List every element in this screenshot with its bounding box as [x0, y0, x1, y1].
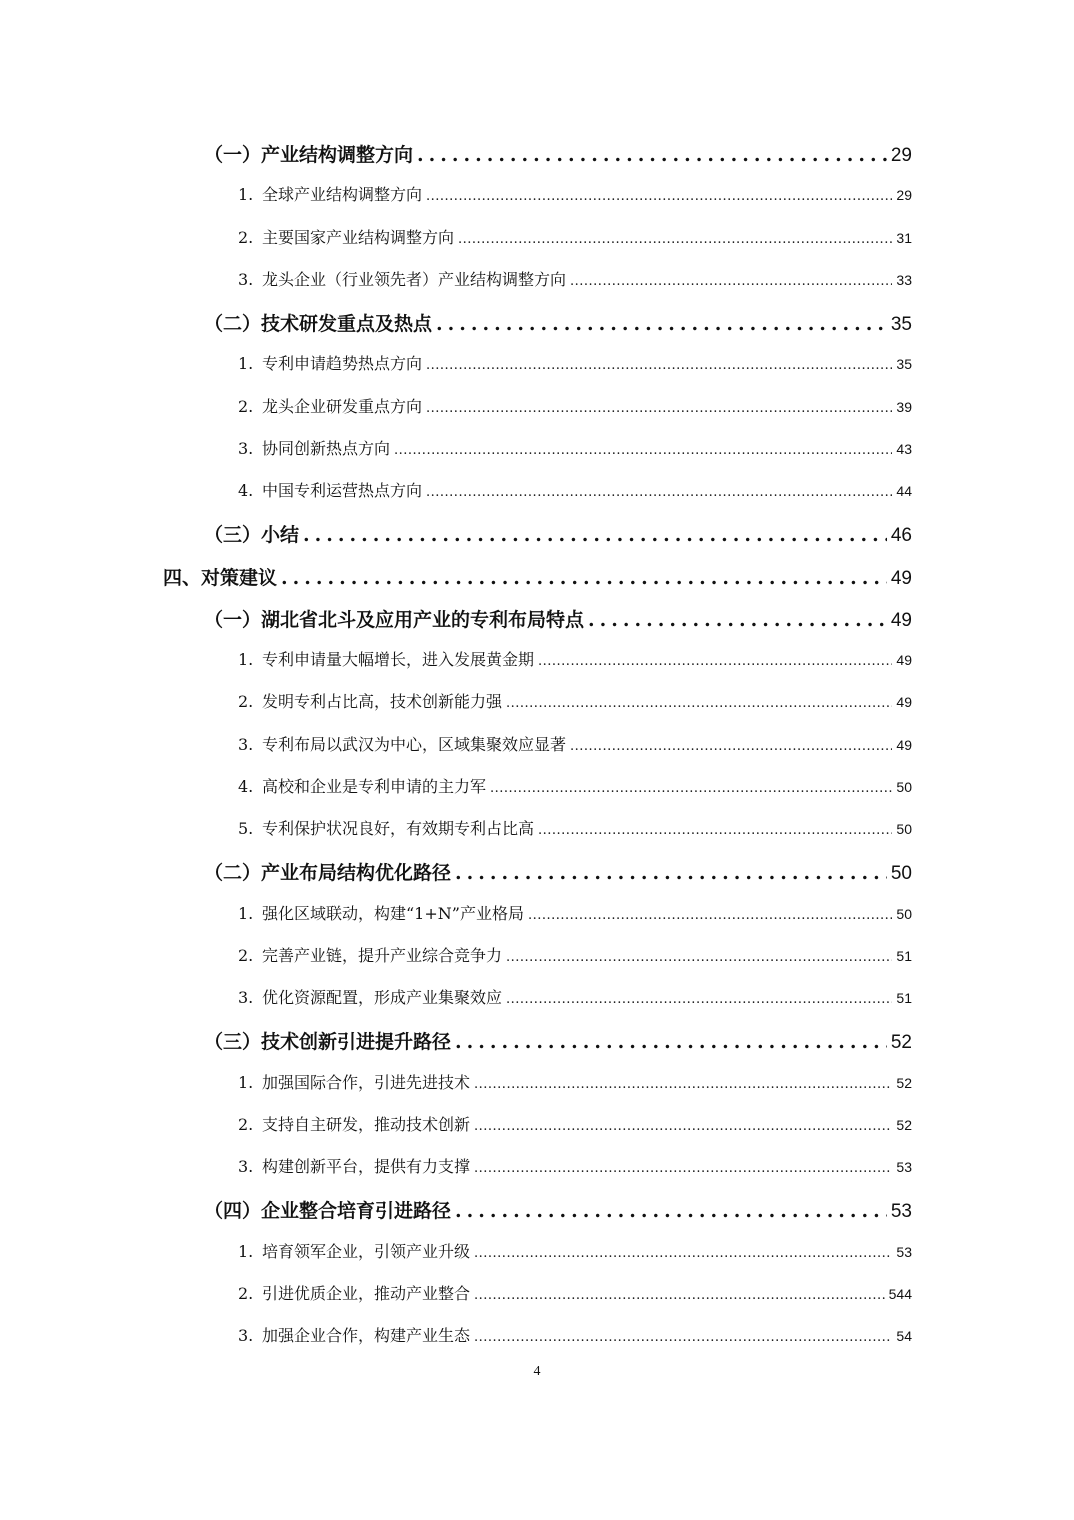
- toc-page-number: 31: [896, 230, 912, 246]
- toc-subitem[interactable]: [238, 478, 912, 501]
- dot-leader: [417, 144, 887, 166]
- toc-subitem[interactable]: [238, 732, 912, 755]
- dot-leader: [474, 1246, 892, 1261]
- toc-entry-text: 构建创新平台，提供有力支撑: [262, 1157, 470, 1176]
- dot-leader: [426, 358, 892, 373]
- toc-entry-number: 3.: [238, 270, 262, 289]
- toc-subitem[interactable]: [238, 1239, 912, 1262]
- toc-subitem[interactable]: [238, 985, 912, 1008]
- dot-leader: [538, 654, 892, 669]
- toc-entry-text: 主要国家产业结构调整方向: [262, 228, 454, 247]
- toc-page-number: 39: [896, 399, 912, 415]
- toc-chapter[interactable]: [163, 563, 912, 590]
- dot-leader: [528, 908, 892, 923]
- toc-page-number: 50: [896, 779, 912, 795]
- toc-entry-text: 支持自主研发，推动技术创新: [262, 1115, 470, 1134]
- toc-entry-number: 1.: [238, 185, 262, 204]
- toc-entry-title: [238, 436, 390, 459]
- toc-subitem[interactable]: [238, 1070, 912, 1093]
- dot-leader: [538, 823, 892, 838]
- toc-entry-text: （二）技术研发重点及热点: [204, 313, 432, 335]
- toc-entry-title: [163, 563, 277, 590]
- toc-entry-text: 引进优质企业，推动产业整合: [262, 1284, 470, 1303]
- toc-entry-title: [238, 1154, 470, 1177]
- toc-page-number: 43: [896, 441, 912, 457]
- toc-subitem[interactable]: [238, 436, 912, 459]
- toc-entry-title: [238, 816, 534, 839]
- toc-entry-title: [238, 478, 422, 501]
- toc-entry-text: 优化资源配置，形成产业集聚效应: [262, 988, 502, 1007]
- toc-subitem[interactable]: [238, 647, 912, 670]
- toc-subitem[interactable]: [238, 351, 912, 374]
- toc-entry-text: 专利保护状况良好，有效期专利占比高: [262, 819, 534, 838]
- toc-entry-text: 四、对策建议: [163, 567, 277, 589]
- dot-leader: [426, 485, 892, 500]
- toc-entry-title: [204, 858, 451, 885]
- toc-page-number: 44: [896, 483, 912, 499]
- toc-page-number: 51: [896, 948, 912, 964]
- toc-entry-number: 1.: [238, 904, 262, 923]
- toc-page-number: 544: [889, 1286, 912, 1302]
- toc-entry-title: [238, 182, 422, 205]
- toc-subitem[interactable]: [238, 943, 912, 966]
- toc-entry-number: 3.: [238, 439, 262, 458]
- toc-entry-text: 龙头企业（行业领先者）产业结构调整方向: [262, 270, 566, 289]
- toc-subitem[interactable]: [238, 816, 912, 839]
- toc-section[interactable]: [204, 520, 912, 547]
- toc-entry-title: [238, 267, 566, 290]
- toc-page-number: 51: [896, 990, 912, 1006]
- dot-leader: [426, 189, 892, 204]
- toc-page-number: 50: [896, 821, 912, 837]
- toc-entry-title: [238, 1281, 470, 1304]
- toc-entry-title: [204, 605, 584, 632]
- dot-leader: [570, 274, 892, 289]
- toc-entry-title: [238, 1239, 470, 1262]
- toc-entry-text: （二）产业布局结构优化路径: [204, 862, 451, 884]
- dot-leader: [458, 232, 892, 247]
- toc-entry-number: 3.: [238, 1157, 262, 1176]
- toc-section[interactable]: [204, 309, 912, 336]
- toc-entry-title: [204, 309, 432, 336]
- toc-entry-text: 完善产业链，提升产业综合竞争力: [262, 946, 502, 965]
- dot-leader: [455, 1031, 887, 1053]
- toc-entry-text: （三）技术创新引进提升路径: [204, 1031, 451, 1053]
- dot-leader: [490, 781, 892, 796]
- toc-page-number: 33: [896, 272, 912, 288]
- toc-entry-text: 专利申请量大幅增长，进入发展黄金期: [262, 650, 534, 669]
- toc-page-number: 49: [896, 737, 912, 753]
- toc-entry-text: 中国专利运营热点方向: [262, 481, 422, 500]
- toc-page-number: 49: [891, 610, 912, 632]
- toc-subitem[interactable]: [238, 394, 912, 417]
- toc-page-number: 29: [891, 145, 912, 167]
- dot-leader: [426, 401, 892, 416]
- toc-section[interactable]: [204, 605, 912, 632]
- toc-page-number: 52: [891, 1032, 912, 1054]
- toc-entry-title: [238, 1070, 470, 1093]
- dot-leader: [455, 862, 887, 884]
- toc-page-number: 49: [896, 652, 912, 668]
- toc-entry-title: [238, 943, 502, 966]
- toc-entry-text: 发明专利占比高，技术创新能力强: [262, 692, 502, 711]
- toc-entry-number: 1.: [238, 1242, 262, 1261]
- dot-leader: [303, 524, 887, 546]
- toc-entry-number: 2.: [238, 228, 262, 247]
- toc-entry-title: [204, 520, 299, 547]
- toc-page-number: 46: [891, 525, 912, 547]
- toc-entry-text: （一）产业结构调整方向: [204, 144, 413, 166]
- toc-section[interactable]: [204, 1196, 912, 1223]
- toc-entry-title: [204, 140, 413, 167]
- toc-entry-text: 加强国际合作，引进先进技术: [262, 1073, 470, 1092]
- toc-page-number: 50: [896, 906, 912, 922]
- toc-entry-number: 1.: [238, 354, 262, 373]
- toc-entry-title: [238, 394, 422, 417]
- toc-entry-title: [204, 1196, 451, 1223]
- toc-subitem[interactable]: [238, 225, 912, 248]
- toc-entry-title: [238, 225, 454, 248]
- toc-subitem[interactable]: [238, 182, 912, 205]
- toc-entry-text: 培育领军企业，引领产业升级: [262, 1242, 470, 1261]
- toc-entry-number: 2.: [238, 397, 262, 416]
- toc-entry-number: 3.: [238, 1326, 262, 1345]
- toc-entry-number: 2.: [238, 692, 262, 711]
- toc-entry-title: [238, 351, 422, 374]
- toc-entry-title: [238, 901, 524, 924]
- toc-entry-number: 5.: [238, 819, 262, 838]
- toc-subitem[interactable]: [238, 774, 912, 797]
- dot-leader: [506, 992, 892, 1007]
- toc-page-number: 53: [896, 1244, 912, 1260]
- toc-page-number: 53: [896, 1159, 912, 1175]
- toc-entry-number: 4.: [238, 777, 262, 796]
- toc-entry-text: （四）企业整合培育引进路径: [204, 1200, 451, 1222]
- toc-subitem[interactable]: [238, 1154, 912, 1177]
- toc-entry-number: 4.: [238, 481, 262, 500]
- toc-entry-number: 3.: [238, 988, 262, 1007]
- dot-leader: [474, 1288, 885, 1303]
- toc-entry-text: （三）小结: [204, 524, 299, 546]
- dot-leader: [474, 1119, 892, 1134]
- toc-entry-number: 2.: [238, 946, 262, 965]
- dot-leader: [394, 443, 892, 458]
- toc-subitem[interactable]: [238, 689, 912, 712]
- toc-entry-text: （一）湖北省北斗及应用产业的专利布局特点: [204, 609, 584, 631]
- toc-entry-number: 1.: [238, 650, 262, 669]
- toc-entry-title: [238, 985, 502, 1008]
- toc-entry-number: 3.: [238, 735, 262, 754]
- toc-section[interactable]: [204, 140, 912, 167]
- dot-leader: [570, 739, 892, 754]
- dot-leader: [506, 950, 892, 965]
- toc-entry-title: [238, 689, 502, 712]
- toc-entry-text: 龙头企业研发重点方向: [262, 397, 422, 416]
- toc-entry-text: 专利布局以武汉为中心，区域集聚效应显著: [262, 735, 566, 754]
- dot-leader: [474, 1330, 892, 1345]
- toc-subitem[interactable]: [238, 1281, 912, 1304]
- toc-page-number: 50: [891, 863, 912, 885]
- dot-leader: [436, 313, 887, 335]
- dot-leader: [455, 1200, 887, 1222]
- toc-page-number: 35: [891, 314, 912, 336]
- dot-leader: [588, 609, 887, 631]
- toc-page-number: 53: [891, 1201, 912, 1223]
- toc-section[interactable]: [204, 1027, 912, 1054]
- toc-entry-title: [238, 1323, 470, 1346]
- toc-entry-title: [238, 647, 534, 670]
- toc-entry-number: 2.: [238, 1284, 262, 1303]
- toc-entry-text: 全球产业结构调整方向: [262, 185, 422, 204]
- toc-page-number: 29: [896, 187, 912, 203]
- toc-page-number: 52: [896, 1075, 912, 1091]
- toc-subitem[interactable]: [238, 267, 912, 290]
- toc-subitem[interactable]: [238, 1112, 912, 1135]
- dot-leader: [474, 1077, 892, 1092]
- toc-entry-title: [238, 774, 486, 797]
- dot-leader: [474, 1161, 892, 1176]
- toc-entry-text: 加强企业合作，构建产业生态: [262, 1326, 470, 1345]
- toc-page-number: 49: [891, 568, 912, 590]
- toc-section[interactable]: [204, 858, 912, 885]
- toc-entry-text: 强化区域联动，构建“1+N”产业格局: [262, 904, 524, 923]
- toc-entry-number: 2.: [238, 1115, 262, 1134]
- toc-page-number: 35: [896, 356, 912, 372]
- toc-page-number: 52: [896, 1117, 912, 1133]
- toc-entry-text: 协同创新热点方向: [262, 439, 390, 458]
- toc-page-number: 49: [896, 694, 912, 710]
- dot-leader: [281, 567, 887, 589]
- toc-subitem[interactable]: [238, 1323, 912, 1346]
- page-number: 4: [0, 1364, 1074, 1380]
- toc-entry-number: 1.: [238, 1073, 262, 1092]
- toc-entry-title: [238, 1112, 470, 1135]
- toc-entry-text: 专利申请趋势热点方向: [262, 354, 422, 373]
- dot-leader: [506, 696, 892, 711]
- toc-entry-text: 高校和企业是专利申请的主力军: [262, 777, 486, 796]
- toc-entry-title: [238, 732, 566, 755]
- toc-page-number: 54: [896, 1328, 912, 1344]
- toc-subitem[interactable]: [238, 901, 912, 924]
- toc-entry-title: [204, 1027, 451, 1054]
